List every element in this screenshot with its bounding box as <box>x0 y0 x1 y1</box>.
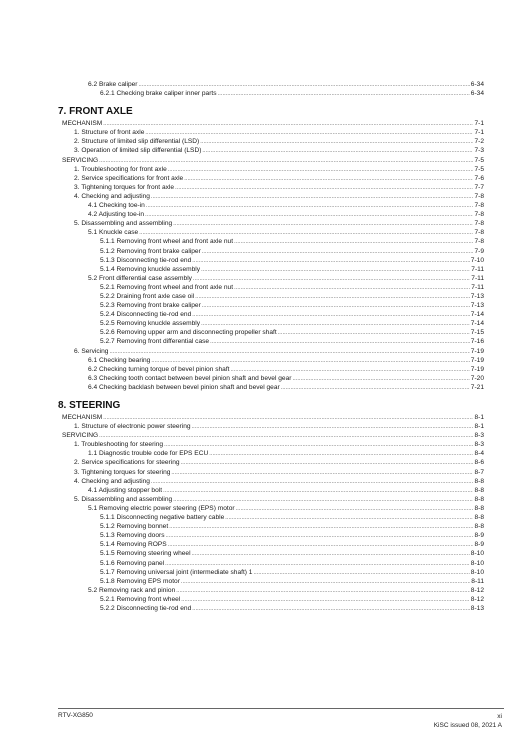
toc-entry-page: 7-2 <box>474 138 484 146</box>
toc-entry-page: 7-6 <box>474 174 484 182</box>
dot-leader <box>181 578 470 586</box>
toc-entry[interactable] <box>58 192 484 201</box>
toc-entry[interactable] <box>58 486 484 495</box>
toc-entry-title: 5.1.2 Removing front brake caliper <box>100 247 201 255</box>
dot-leader <box>209 450 473 458</box>
toc-entry-title: 4. Checking and adjusting <box>74 477 150 485</box>
toc-entry-page: 8-10 <box>470 550 484 558</box>
toc-entry-title: MECHANISM <box>62 414 103 421</box>
toc-entry-page: 8-10 <box>470 568 484 576</box>
toc-entry-page: 8-10 <box>470 559 484 567</box>
toc-entry-page: 7-1 <box>474 120 484 128</box>
footer-info <box>434 712 502 730</box>
dot-leader <box>163 487 473 495</box>
toc-entry-title: 4.2 Adjusting toe-in <box>88 211 145 219</box>
dot-leader <box>236 505 474 513</box>
dot-leader <box>145 211 473 219</box>
dot-leader <box>201 320 470 328</box>
dot-leader <box>165 560 470 568</box>
section-gap <box>58 392 484 396</box>
toc-entry[interactable] <box>58 237 484 246</box>
toc-entry-title: 6.4 Checking backlash between bevel pinion shaft and bevel gear <box>88 383 280 391</box>
toc-entry[interactable] <box>58 183 484 192</box>
toc-entry[interactable] <box>58 347 484 356</box>
toc-entry-title: 5.1.4 Removing ROPS <box>100 541 167 549</box>
toc-entry-page: 8-12 <box>470 586 484 594</box>
toc-entry-page: 7-8 <box>474 220 484 228</box>
toc-entry-title: SERVICING <box>62 432 99 440</box>
toc-entry[interactable] <box>58 365 484 374</box>
toc-entry[interactable] <box>58 156 484 165</box>
dot-leader <box>168 166 474 174</box>
toc-entry-page: 8-9 <box>474 541 484 549</box>
toc-entry[interactable] <box>58 504 484 513</box>
dot-leader <box>168 541 474 549</box>
toc-entry[interactable] <box>58 513 484 522</box>
dot-leader <box>202 302 470 310</box>
dot-leader <box>139 229 473 237</box>
dot-leader <box>231 366 470 374</box>
dot-leader <box>234 284 470 292</box>
toc-entry[interactable] <box>58 604 484 613</box>
dot-leader <box>234 238 473 246</box>
toc-entry[interactable] <box>58 522 484 531</box>
dot-leader <box>103 414 473 422</box>
toc-entry-title: 3. Tightening torques for steering <box>74 468 171 476</box>
toc-entry-title: SERVICING <box>62 156 99 164</box>
dot-leader <box>202 248 474 256</box>
toc-entry-page: 7-7 <box>474 183 484 191</box>
toc-entry-title: 5.2.1 Removing front wheel <box>100 595 181 603</box>
dot-leader <box>151 193 474 201</box>
toc-entry[interactable] <box>58 495 484 504</box>
toc-entry-title: 5.2.7 Removing front differential case <box>100 338 210 346</box>
toc-entry-title: 5.2 Front differential case assembly <box>88 274 192 282</box>
toc-entry-title: 4.1 Checking toe-in <box>88 202 145 210</box>
toc-entry-title: 5.1 Knuckle case <box>88 229 139 237</box>
dot-leader <box>109 348 469 356</box>
footer-divider <box>58 708 504 709</box>
dot-leader <box>175 184 473 192</box>
toc-entry-page: 8-8 <box>474 495 484 503</box>
dot-leader <box>253 569 469 577</box>
toc-entry-title: MECHANISM <box>62 120 103 128</box>
dot-leader <box>192 311 470 319</box>
toc-entry-page: 8-8 <box>474 514 484 522</box>
toc-entry-page: 8-1 <box>474 423 484 431</box>
toc-entry-page: 7-21 <box>470 383 484 391</box>
toc-entry-title: 5.1.3 Removing doors <box>100 532 165 540</box>
toc-entry[interactable] <box>58 440 484 449</box>
toc-entry-title: 5.1.8 Removing EPS motor <box>100 577 180 585</box>
toc-entry[interactable] <box>58 265 484 274</box>
toc-entry-title: 5.2.5 Removing knuckle assembly <box>100 320 201 328</box>
dot-leader <box>192 605 470 613</box>
toc-entry-page: 7-19 <box>470 356 484 364</box>
toc-entry-page: 8-1 <box>474 414 484 421</box>
toc-entry[interactable] <box>58 413 484 422</box>
toc-entry-title: 5.1.4 Removing knuckle assembly <box>100 265 201 273</box>
dot-leader <box>164 441 473 449</box>
dot-leader <box>184 175 473 183</box>
toc-entry-title: 6. Servicing <box>74 347 109 355</box>
toc-entry-page: 7-20 <box>470 374 484 382</box>
toc-entry[interactable] <box>58 337 484 346</box>
toc-entry[interactable] <box>58 468 484 477</box>
toc-entry[interactable] <box>58 210 484 219</box>
toc-entry[interactable] <box>58 174 484 183</box>
dot-leader <box>171 469 473 477</box>
toc-entry-page: 8-7 <box>474 468 484 476</box>
toc-entry[interactable] <box>58 310 484 319</box>
toc-entry-page: 7-8 <box>474 211 484 219</box>
toc-entry-page: 8-9 <box>474 532 484 540</box>
dot-leader <box>201 266 470 274</box>
toc-entry[interactable] <box>58 301 484 310</box>
toc-entry[interactable] <box>58 292 484 301</box>
toc-entry[interactable] <box>58 146 484 155</box>
dot-leader <box>281 384 470 392</box>
toc-entry-page: 7-10 <box>470 256 484 264</box>
toc-entry-page: 8-3 <box>474 432 484 440</box>
toc-entry[interactable] <box>58 219 484 228</box>
toc-entry[interactable] <box>58 247 484 256</box>
toc-entry-title: 5.2.1 Removing front wheel and front axle nut <box>100 283 234 291</box>
toc-entry-page: 8-8 <box>474 523 484 531</box>
toc-entry-title: 6.2 Checking turning torque of bevel pinion shaft <box>88 365 230 373</box>
dot-leader <box>202 147 473 155</box>
toc-entry-title: 5.2 Removing rack and pinion <box>88 586 176 594</box>
dot-leader <box>225 514 473 522</box>
toc-entry-title: 1. Structure of electronic power steering <box>74 423 191 431</box>
toc-entry[interactable] <box>58 540 484 549</box>
toc-entry[interactable] <box>58 477 484 486</box>
toc-entry[interactable] <box>58 256 484 265</box>
table-of-contents <box>58 80 484 613</box>
toc-entry[interactable] <box>58 577 484 586</box>
dot-leader <box>193 275 470 283</box>
toc-entry-page: 7-14 <box>470 311 484 319</box>
dot-leader <box>181 459 474 467</box>
toc-entry-title: 5.1.2 Removing bonnet <box>100 523 169 531</box>
toc-entry-page: 7-13 <box>470 292 484 300</box>
toc-entry-title: 6.3 Checking tooth contact between bevel pinion shaft and bevel gear <box>88 374 292 382</box>
toc-entry-page: 7-15 <box>470 329 484 337</box>
toc-entry-page: 8-3 <box>474 441 484 449</box>
dot-leader <box>166 532 474 540</box>
toc-entry[interactable] <box>58 549 484 558</box>
toc-entry-title: 5.2.2 Disconnecting tie-rod end <box>100 604 192 612</box>
toc-entry-title: 2. Service specifications for front axle <box>74 174 184 182</box>
toc-entry[interactable] <box>58 119 484 128</box>
toc-entry-page: 7-5 <box>474 165 484 173</box>
toc-entry[interactable] <box>58 568 484 577</box>
toc-entry-page: 6-34 <box>470 90 484 98</box>
toc-entry-page: 7-8 <box>474 238 484 246</box>
toc-entry-title: 5.1.1 Disconnecting negative battery cable <box>100 514 225 522</box>
dot-leader <box>103 120 473 128</box>
toc-entry-page: 8-8 <box>474 504 484 512</box>
toc-entry-page: 7-11 <box>471 274 484 282</box>
toc-entry-title: 5.2.6 Removing upper arm and disconnecting propeller shaft <box>100 329 277 337</box>
toc-entry-title: 5.2.3 Removing front brake caliper <box>100 302 201 310</box>
toc-entry[interactable] <box>58 356 484 365</box>
toc-entry-page: 8-8 <box>474 486 484 494</box>
dot-leader <box>192 423 474 431</box>
toc-entry[interactable] <box>58 422 484 431</box>
footer-model: RTV-XG850 <box>58 712 93 719</box>
toc-entry-title: 5.2.2 Draining front axle case oil <box>100 292 195 300</box>
dot-leader <box>151 357 469 365</box>
toc-entry-title: 5. Disassembling and assembling <box>74 495 173 503</box>
dot-leader <box>138 81 469 89</box>
toc-entry-page: 7-8 <box>474 229 484 237</box>
toc-entry[interactable] <box>58 201 484 210</box>
toc-entry-title: 1. Structure of front axle <box>74 129 145 137</box>
toc-entry-title: 5.2.4 Disconnecting tie-rod end <box>100 311 192 319</box>
chapter-heading: 7. FRONT AXLE <box>58 106 133 118</box>
toc-entry[interactable] <box>58 328 484 337</box>
toc-entry[interactable] <box>58 128 484 137</box>
dot-leader <box>145 129 473 137</box>
toc-entry-page: 7-8 <box>474 202 484 210</box>
toc-entry-title: 5.1.1 Removing front wheel and front axle nut <box>100 238 234 246</box>
toc-entry-page: 7-8 <box>474 192 484 200</box>
toc-entry-page: 7-1 <box>474 129 484 137</box>
toc-entry-page: 7-11 <box>471 283 484 291</box>
toc-entry-page: 6-34 <box>470 81 484 88</box>
toc-entry[interactable] <box>58 283 484 292</box>
toc-entry-page: 8-8 <box>474 477 484 485</box>
toc-entry[interactable] <box>58 586 484 595</box>
toc-entry-page: 7-11 <box>471 265 484 273</box>
toc-entry[interactable] <box>58 228 484 237</box>
dot-leader <box>210 338 470 346</box>
toc-entry-title: 5.1.7 Removing universal joint (intermediate shaft) 1 <box>100 568 253 576</box>
toc-entry[interactable] <box>58 165 484 174</box>
toc-entry-page: 8-11 <box>471 577 484 585</box>
toc-entry-page: 7-19 <box>470 365 484 373</box>
toc-entry-title: 6.2 Brake caliper <box>88 81 138 88</box>
toc-entry[interactable] <box>58 89 484 98</box>
toc-entry-title: 1.1 Diagnostic trouble code for EPS ECU <box>88 450 209 458</box>
toc-entry-title: 4. Checking and adjusting <box>74 192 150 200</box>
toc-entry-page: 7-5 <box>474 156 484 164</box>
footer-issued: KiSC issued 08, 2021 A <box>433 722 502 729</box>
dot-leader <box>181 596 470 604</box>
toc-entry[interactable] <box>58 274 484 283</box>
toc-entry[interactable] <box>58 137 484 146</box>
toc-entry-title: 4.1 Adjusting stopper bolt <box>88 486 163 494</box>
dot-leader <box>195 293 470 301</box>
dot-leader <box>173 496 473 504</box>
chapter-heading: 8. STEERING <box>58 400 121 411</box>
toc-entry-title: 1. Troubleshooting for steering <box>74 441 164 449</box>
toc-entry-title: 5. Disassembling and assembling <box>74 220 173 228</box>
toc-entry-page: 7-9 <box>474 247 484 255</box>
dot-leader <box>176 587 470 595</box>
toc-entry-title: 5.1 Removing electric power steering (EPS) motor <box>88 504 235 512</box>
toc-entry-title: 5.1.6 Removing panel <box>100 559 165 567</box>
toc-entry-title: 3. Operation of limited slip differential (LSD) <box>74 147 202 155</box>
dot-leader <box>151 478 474 486</box>
dot-leader <box>173 220 473 228</box>
dot-leader <box>278 329 470 337</box>
dot-leader <box>169 523 473 531</box>
toc-entry[interactable] <box>58 458 484 467</box>
toc-entry[interactable] <box>58 559 484 568</box>
toc-entry-title: 5.1.5 Removing steering wheel <box>100 550 191 558</box>
toc-entry-page: 8-12 <box>470 595 484 603</box>
toc-entry-page: 8-6 <box>474 459 484 467</box>
toc-entry-page: 7-13 <box>470 302 484 310</box>
toc-entry[interactable] <box>58 80 484 89</box>
toc-entry[interactable] <box>58 383 484 392</box>
toc-entry[interactable] <box>58 319 484 328</box>
toc-entry-page: 7-16 <box>470 338 484 346</box>
toc-entry-page: 7-3 <box>474 147 484 155</box>
toc-entry[interactable] <box>58 374 484 383</box>
dot-leader <box>99 432 473 440</box>
dot-leader <box>218 90 470 98</box>
toc-entry-title: 2. Service specifications for steering <box>74 459 180 467</box>
footer-page-number: xi <box>497 713 502 720</box>
toc-entry-title: 5.1.3 Disconnecting tie-rod end <box>100 256 192 264</box>
dot-leader <box>200 138 473 146</box>
dot-leader <box>99 157 473 165</box>
toc-entry-title: 3. Tightening torques for front axle <box>74 183 175 191</box>
dot-leader <box>192 257 470 265</box>
toc-entry-page: 8-13 <box>470 604 484 612</box>
toc-entry[interactable] <box>58 431 484 440</box>
toc-entry[interactable] <box>58 595 484 604</box>
dot-leader <box>146 202 474 210</box>
dot-leader <box>292 375 469 383</box>
toc-entry[interactable] <box>58 531 484 540</box>
toc-entry-page: 7-14 <box>470 320 484 328</box>
toc-entry-title: 2. Structure of limited slip differential (LSD) <box>74 138 200 146</box>
toc-entry[interactable] <box>58 449 484 458</box>
toc-entry-title: 1. Troubleshooting for front axle <box>74 165 167 173</box>
toc-entry-title: 6.1 Checking bearing <box>88 356 151 364</box>
toc-entry-title: 6.2.1 Checking brake caliper inner parts <box>100 90 217 98</box>
section-gap <box>58 98 484 102</box>
toc-entry-page: 7-19 <box>470 347 484 355</box>
dot-leader <box>192 550 470 558</box>
toc-entry-page: 8-4 <box>474 450 484 458</box>
